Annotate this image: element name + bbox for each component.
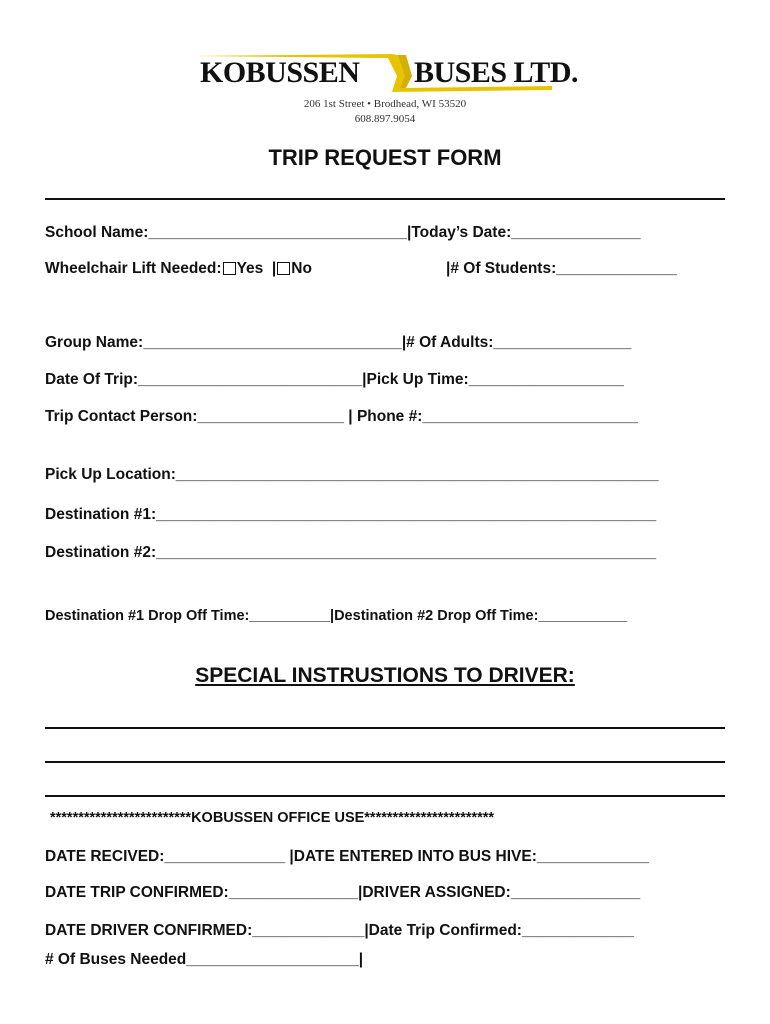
date-of-trip-row (45, 371, 624, 389)
office-use-banner: *************************KOBUSSEN OFFICE USE*********************** (50, 810, 495, 826)
destination2-blank[interactable]: __________________________________________________________ (156, 544, 657, 561)
instructions-line-1[interactable] (45, 727, 725, 729)
wheelchair-yes-label: Yes (236, 260, 264, 277)
driver-assigned-label: |DRIVER ASSIGNED: (358, 884, 511, 901)
company-address: 206 1st Street • Brodhead, WI 53520 (303, 98, 467, 110)
buses-needed-blank[interactable]: ____________________ (186, 951, 359, 968)
title-rule (45, 198, 725, 200)
date-entered-blank[interactable]: _____________ (536, 848, 649, 865)
dropoff-row (45, 608, 627, 624)
wheelchair-label: Wheelchair Lift Needed: (45, 260, 222, 277)
instructions-line-3[interactable] (45, 795, 725, 797)
dest1-dropoff-blank[interactable]: __________ (249, 608, 331, 624)
date-trip-confirmed2-blank[interactable]: _____________ (521, 922, 635, 939)
todays-date-blank[interactable]: _______________ (511, 224, 641, 241)
pickup-location-blank[interactable]: ________________________________________________________ (175, 466, 659, 483)
school-name-blank[interactable]: ______________________________ (148, 224, 407, 241)
company-phone: 608.897.9054 (354, 113, 416, 125)
pickup-time-label: |Pick Up Time: (362, 371, 469, 388)
dest2-dropoff-blank[interactable]: ___________ (538, 608, 628, 624)
pickup-time-blank[interactable]: __________________ (468, 371, 624, 388)
destination2-row (45, 544, 656, 562)
students-label: |# Of Students: (446, 260, 557, 277)
dest1-dropoff-label: Destination #1 Drop Off Time: (45, 608, 250, 624)
adults-blank[interactable]: ________________ (493, 334, 632, 351)
special-instructions-heading: SPECIAL INSTRUSTIONS TO DRIVER: (195, 664, 575, 687)
date-driver-confirmed-row (45, 922, 634, 940)
date-driver-confirmed-label: DATE DRIVER CONFIRMED: (45, 922, 253, 939)
date-received-blank[interactable]: ______________ (164, 848, 290, 865)
students-blank[interactable]: ______________ (556, 260, 677, 277)
phone-label: | Phone #: (348, 408, 423, 425)
date-driver-confirmed-blank[interactable]: _____________ (252, 922, 365, 939)
destination1-label: Destination #1: (45, 506, 157, 523)
phone-blank[interactable]: _________________________ (422, 408, 638, 425)
group-name-row (45, 334, 631, 352)
destination1-blank[interactable]: __________________________________________________________ (156, 506, 657, 523)
instructions-line-2[interactable] (45, 761, 725, 763)
date-trip-confirmed-row (45, 884, 640, 902)
date-of-trip-blank[interactable]: __________________________ (138, 371, 363, 388)
date-received-row (45, 848, 649, 866)
date-trip-confirmed-blank[interactable]: _______________ (228, 884, 359, 901)
school-name-row (45, 224, 641, 242)
students-field (446, 260, 677, 278)
date-received-label: DATE RECIVED: (45, 848, 165, 865)
group-name-blank[interactable]: ______________________________ (143, 334, 402, 351)
adults-label: |# Of Adults: (401, 334, 494, 351)
logo-text-right: BUSES LTD. (414, 56, 578, 89)
trip-contact-blank[interactable]: _________________ (197, 408, 349, 425)
logo-text-left: KOBUSSEN (200, 56, 360, 89)
driver-assigned-blank[interactable]: _______________ (510, 884, 641, 901)
date-trip-confirmed-label: DATE TRIP CONFIRMED: (45, 884, 229, 901)
group-name-label: Group Name: (45, 334, 144, 351)
destination1-row (45, 506, 656, 524)
dest2-dropoff-label: |Destination #2 Drop Off Time: (330, 608, 539, 624)
todays-date-label: |Today’s Date: (406, 224, 512, 241)
wheelchair-no-checkbox[interactable] (277, 262, 290, 275)
school-name-label: School Name: (45, 224, 149, 241)
pickup-location-label: Pick Up Location: (45, 466, 176, 483)
buses-needed-end: | (358, 951, 364, 968)
company-logo (192, 52, 578, 94)
date-of-trip-label: Date Of Trip: (45, 371, 139, 388)
buses-needed-label: # Of Buses Needed (45, 951, 187, 968)
date-trip-confirmed2-label: |Date Trip Confirmed: (364, 922, 522, 939)
trip-contact-label: Trip Contact Person: (45, 408, 198, 425)
trip-contact-row (45, 408, 638, 426)
date-entered-label: |DATE ENTERED INTO BUS HIVE: (289, 848, 537, 865)
pickup-location-row (45, 466, 659, 484)
form-title: TRIP REQUEST FORM (268, 145, 502, 170)
destination2-label: Destination #2: (45, 544, 157, 561)
buses-needed-row (45, 951, 363, 969)
wheelchair-no-label: No (291, 260, 312, 277)
wheelchair-yes-checkbox[interactable] (223, 262, 236, 275)
wheelchair-row: Wheelchair Lift Needed: Yes | No (45, 260, 312, 277)
